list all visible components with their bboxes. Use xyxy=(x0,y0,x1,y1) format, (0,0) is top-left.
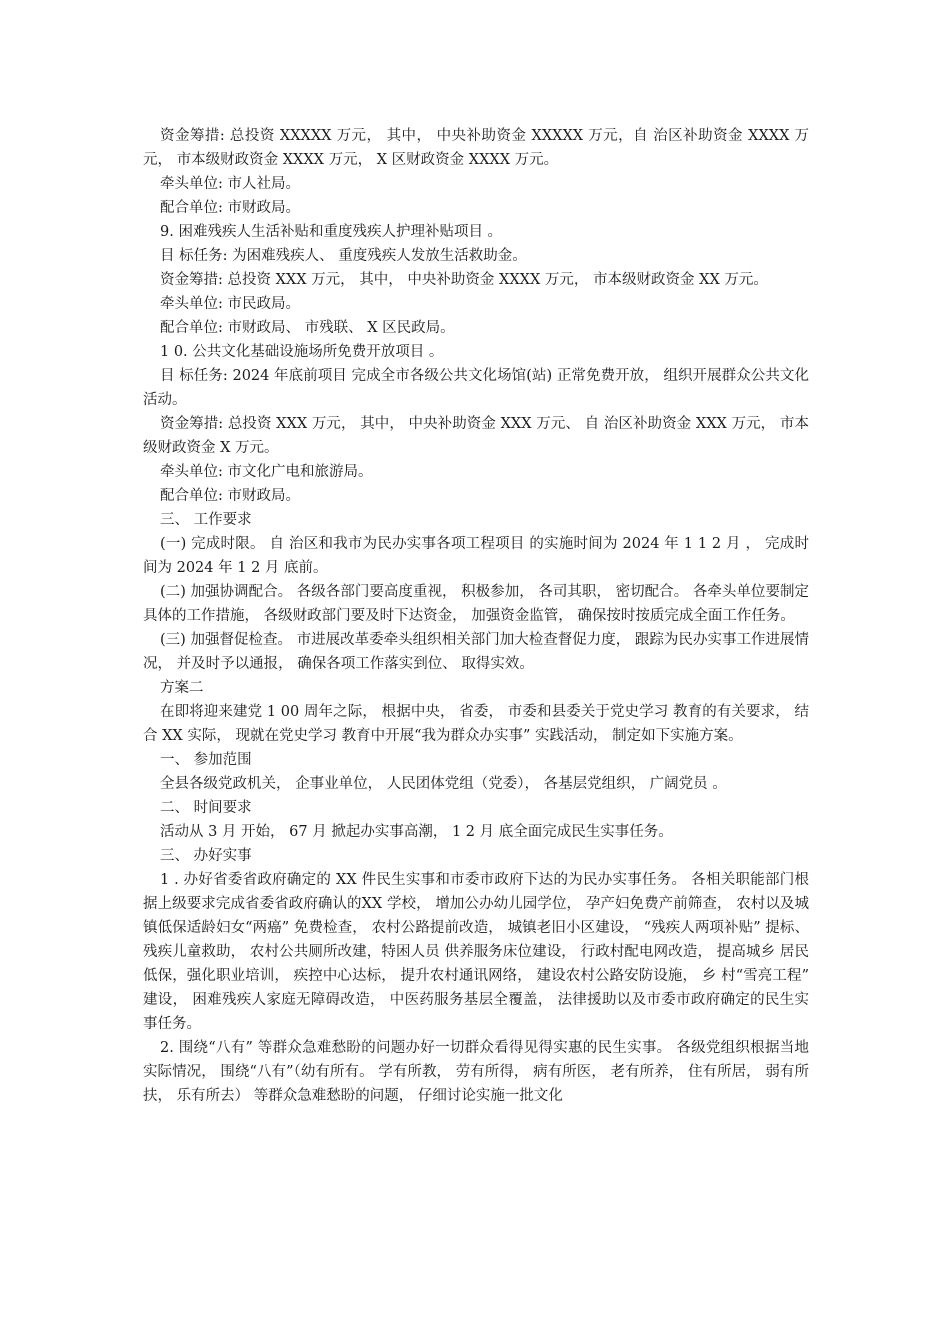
paragraph-timeline: 活动从 3 月 开始， 67 月 掀起办实事高潮， 1 2 月 底全面完成民生实事任务。 xyxy=(160,824,673,840)
paragraph-lead-unit-10: 牵头单位: 市文化广电和旅游局。 xyxy=(160,464,373,480)
paragraph-lead-unit-9: 牵头单位: 市民政局。 xyxy=(160,296,300,312)
paragraph-support-unit-9: 配合单位: 市财政局、 市残联、 X 区民政局。 xyxy=(160,320,455,336)
paragraph-scope: 全县各级党政机关， 企事业单位， 人民团体党组（党委）， 各基层党组织， 广阔党员 。 xyxy=(160,776,727,792)
paragraph-funding-10: 资金筹措: 总投资 XXX 万元， 其中， 中央补助资金 XXX 万元、 自 治区补助资金 XXX 万元， 市本级财政资金 X 万元。 xyxy=(143,416,809,456)
document-page xyxy=(143,124,809,1108)
section-heading-plan-two: 方案二 xyxy=(160,680,204,696)
section-heading-work-requirements: 三、 工作要求 xyxy=(160,512,252,528)
paragraph-lead-unit-8: 牵头单位: 市人社局。 xyxy=(160,176,300,192)
paragraph-funding-8: 资金筹措: 总投资 XXXXX 万元， 其中， 中央补助资金 XXXXX 万元，自 治区补助资金 XXXX 万元， 市本级财政资金 XXXX 万元， X 区财政资金 XXXX 万元。 xyxy=(143,128,809,168)
paragraph-item-10-title: 1 0. 公共文化基础设施场所免费开放项目 。 xyxy=(160,344,444,360)
paragraph-item-9-title: 9. 困难残疾人生活补贴和重度残疾人护理补贴项目 。 xyxy=(160,224,503,240)
section-heading-do-practical-things: 三、 办好实事 xyxy=(160,848,252,864)
paragraph-coordination: (二) 加强协调配合。 各级各部门要高度重视， 积极参加， 各司其职， 密切配合。 各牵头单位要制定具体的工作措施， 各级财政部门要及时下达资金， 加强资金监管， 确保按时按质完成全面工作任务。 xyxy=(143,584,809,624)
paragraph-support-unit-8: 配合单位: 市财政局。 xyxy=(160,200,300,216)
section-heading-scope: 一、 参加范围 xyxy=(160,752,252,768)
paragraph-target-9: 目 标任务: 为困难残疾人、 重度残疾人发放生活救助金。 xyxy=(160,248,527,264)
paragraph-practical-item-2: 2. 围绕“八有” 等群众急难愁盼的问题办好一切群众看得见得实惠的民生实事。 各级党组织根据当地实际情况， 围绕“八有”（幼有所有。 学有所教， 劳有所得， 病有所医， 老有所养， 住有所居， 弱有所扶， 乐有所去） 等群众急难愁盼的问题， 仔细讨论实施一批文化 xyxy=(143,1040,809,1104)
paragraph-target-10: 目 标任务: 2024 年底前项目 完成全市各级公共文化场馆(站) 正常免费开放， 组织开展群众公共文化活动。 xyxy=(143,368,809,408)
paragraph-supervision: (三) 加强督促检查。 市进展改革委牵头组织相关部门加大检查督促力度， 跟踪为民办实事工作进展情况， 并及时予以通报， 确保各项工作落实到位、 取得实效。 xyxy=(143,632,809,672)
paragraph-practical-item-1: 1 . 办好省委省政府确定的 XX 件民生实事和市委市政府下达的为民办实事任务。 各相关职能部门根据上级要求完成省委省政府确认的XX 学校， 增加公办幼儿园学位， 孕产妇免费产前筛查， 农村以及城镇低保适龄妇女“两癌” 免费检查， 农村公路提前改造， 城镇老旧小区建设， “残疾人两项补贴” 提标、 残疾儿童救助， 农村公共厕所改建，特困人员 供养服务床位建设， 行政村配电网改造， 提高城乡 居民低保，强化职业培训， 疾控中心达标， 提升农村通讯网络， 建设农村公路安防设施， 乡 村“雪亮工程” 建设， 困难残疾人家庭无障碍改造， 中医药服务基层全覆盖， 法律援助以及市委市政府确定的民生实事任务。 xyxy=(143,872,809,1032)
paragraph-deadline: (一) 完成时限。 自 治区和我市为民办实事各项工程项目 的实施时间为 2024 年 1 1 2 月 ， 完成时间为 2024 年 1 2 月 底前。 xyxy=(143,536,809,576)
section-heading-timeline: 二、 时间要求 xyxy=(160,800,252,816)
paragraph-funding-9: 资金筹措: 总投资 XXX 万元， 其中， 中央补助资金 XXXX 万元， 市本级财政资金 XX 万元。 xyxy=(160,272,768,288)
paragraph-plan-two-intro: 在即将迎来建党 1 00 周年之际， 根据中央， 省委， 市委和县委关于党史学习 教育的有关要求， 结合 XX 实际， 现就在党史学习 教育中开展“我为群众办实事” 实践活动， 制定如下实施方案。 xyxy=(143,704,809,744)
paragraph-support-unit-10: 配合单位: 市财政局。 xyxy=(160,488,300,504)
